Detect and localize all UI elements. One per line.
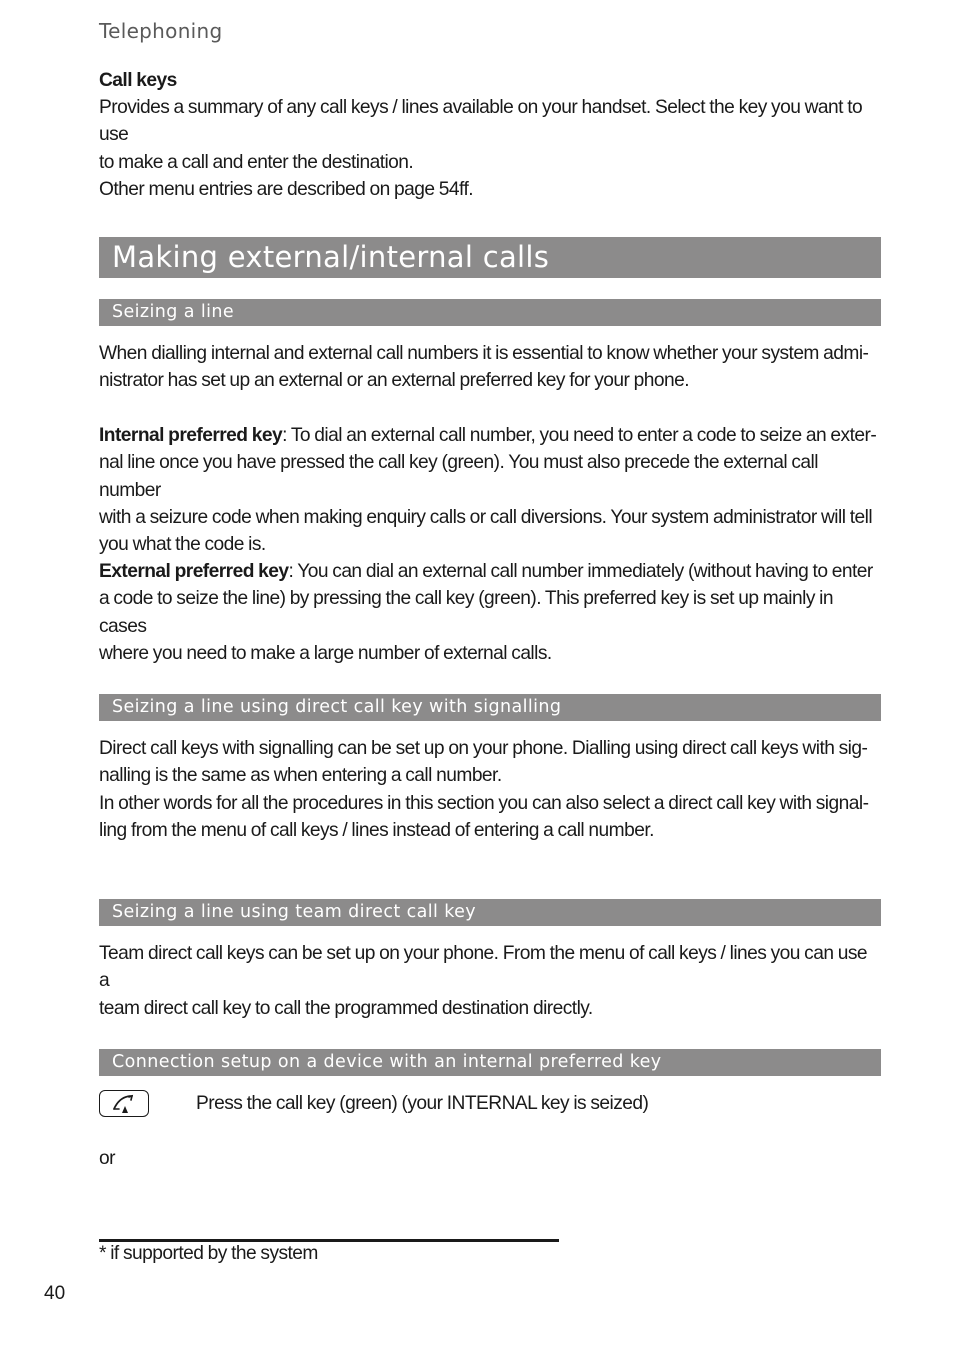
text-line: Direct call keys with signalling can be set up on your phone. Dialling using direct call keys with sig- [99,738,868,759]
text-line: a code to seize the line) by pressing the call key (green). This preferred key is set up mainly in cases [99,588,833,637]
internal-term: Internal preferred key [99,425,283,446]
other-entries-note: Other menu entries are described on page 54ff. [99,179,474,200]
call-key-icon [99,1090,149,1117]
section-heading-direct: Seizing a line using direct call key with signalling [99,694,881,721]
text-line [99,422,881,449]
text-line: you what the code is. [99,534,266,556]
main-heading: Making external/internal calls [99,237,881,278]
text-line: with a seizure code when making enquiry calls or call diversions. Your system administrator will tell [99,506,873,528]
text-line: team direct call key to call the programmed destination directly. [99,997,593,1019]
internal-preferred-key-paragraph [99,422,881,558]
text-line: nalling is the same as when entering a call number. [99,765,502,787]
team-paragraph [99,940,881,1022]
footnote: * if supported by the system [99,1243,318,1264]
text-line [99,558,881,585]
text-line: ling from the menu of call keys / lines instead of entering a call number. [99,819,654,841]
external-term: External preferred key [99,561,289,582]
direct-paragraph [99,735,881,844]
or-text: or [99,1148,115,1169]
external-preferred-key-paragraph [99,558,881,667]
section-heading-team: Seizing a line using team direct call key [99,899,881,926]
step-text: Press the call key (green) (your INTERNAL key is seized) [196,1093,649,1114]
text-line: to make a call and enter the destination. [99,151,414,173]
text-line: In other words for all the procedures in this section you can also select a direct call key with signal- [99,792,869,814]
section-heading-connection: Connection setup on a device with an internal preferred key [99,1049,881,1076]
call-keys-paragraph [99,94,881,176]
page-number: 40 [44,1283,66,1304]
text-line: where you need to make a large number of external calls. [99,642,552,664]
text-run: : You can dial an external call number immediately (without having to enter [288,561,873,582]
call-keys-heading: Call keys [99,70,177,91]
text-line: When dialling internal and external call numbers it is essential to know whether your system admi- [99,343,869,364]
running-head: Telephoning [99,19,223,43]
text-line: Provides a summary of any call keys / lines available on your handset. Select the key you want to use [99,97,863,146]
section-heading-seizing: Seizing a line [99,299,881,326]
text-line: Team direct call keys can be set up on your phone. From the menu of call keys / lines you can use a [99,943,868,992]
text-run: : To dial an external call number, you need to enter a code to seize an exter- [282,425,877,446]
text-line: nal line once you have pressed the call key (green). You must also precede the external call number [99,452,818,501]
seizing-intro [99,340,881,395]
text-line: nistrator has set up an external or an external preferred key for your phone. [99,370,690,392]
